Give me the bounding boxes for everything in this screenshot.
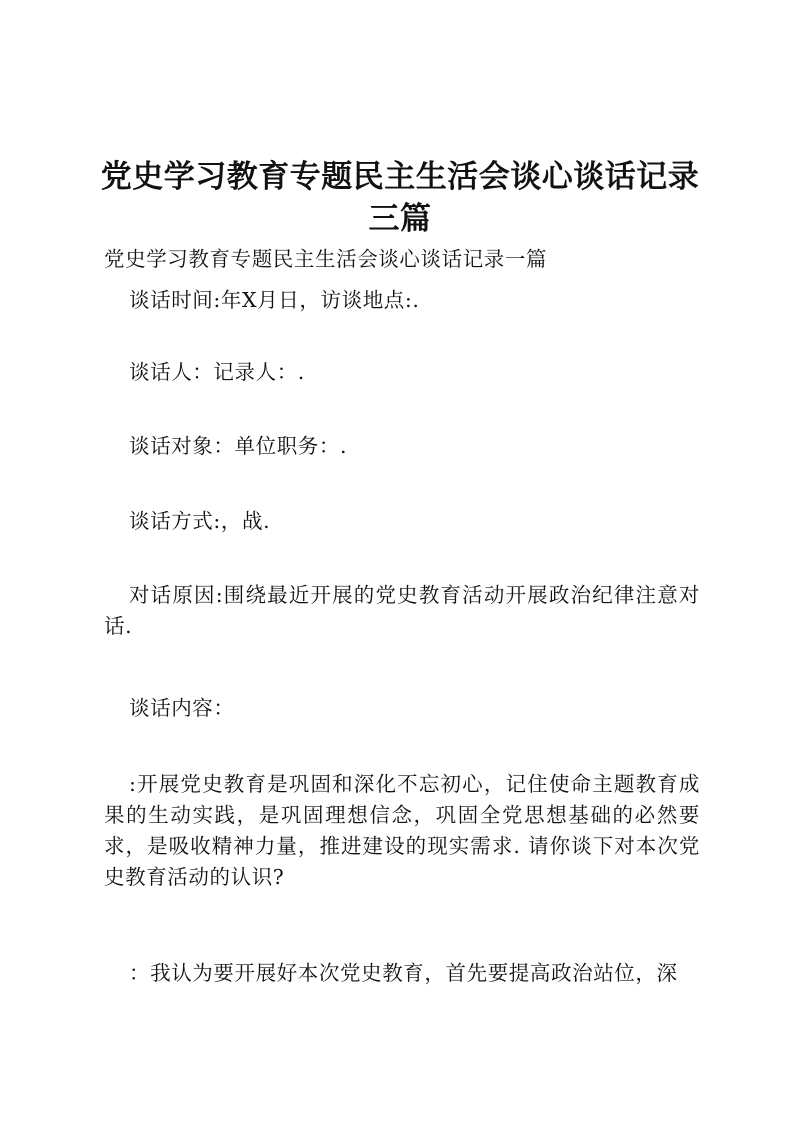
paragraph-answer: ：我认为要开展好本次党史教育，首先要提高政治站位，深 [129,961,678,985]
paragraph-question: :开展党史教育是巩固和深化不忘初心，记住使命主题教育成果的生动实践，是巩固理想信念，巩固全党思想基础的必然要求，是吸收精神力量，推进建设的现实需求. 请你谈下对本次党史教育活动的认识? [104,772,700,889]
paragraph-interview-time: 谈话时间:年X月日，访谈地点:. [129,288,420,312]
paragraph-interviewee: 谈话对象：单位职务：. [129,434,348,458]
paragraph-interview-method: 谈话方式:，战. [129,509,271,533]
paragraph-interviewer: 谈话人：记录人：. [129,360,305,384]
paragraph-interview-reason: 对话原因:围绕最近开展的党史教育活动开展政治纪律注意对话. [104,583,700,638]
document-title: 党史学习教育专题民主生活会谈心谈话记录三篇 [100,159,700,237]
document-subtitle: 党史学习教育专题民主生活会谈心谈话记录一篇 [104,247,548,271]
paragraph-interview-content-heading: 谈话内容： [129,696,235,720]
